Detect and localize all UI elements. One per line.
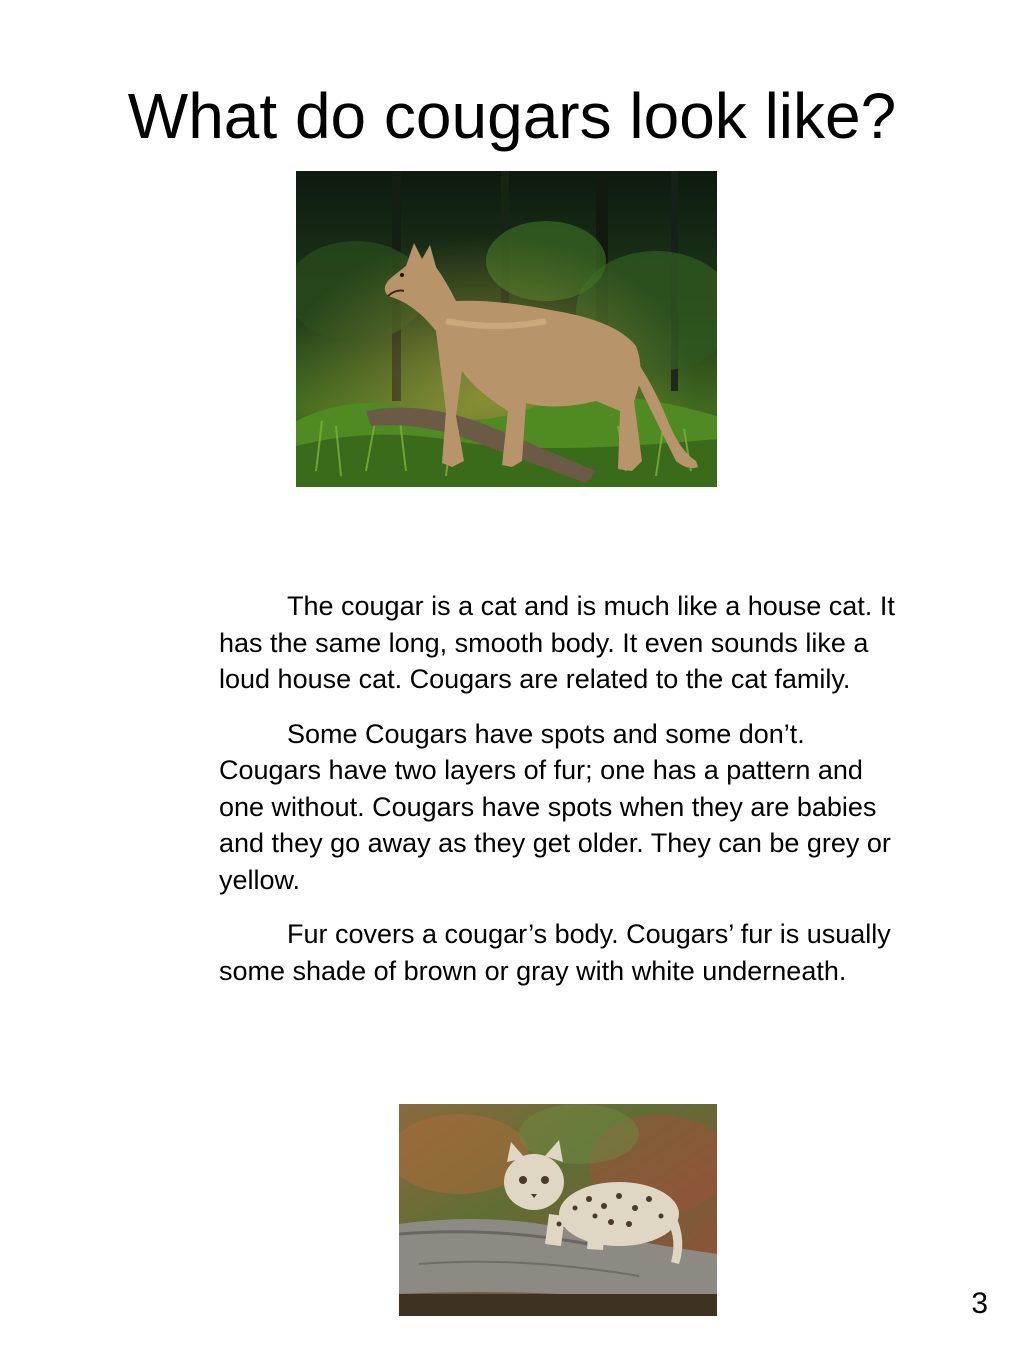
- adult-cougar-photo: [296, 171, 717, 487]
- slide-title: What do cougars look like?: [127, 80, 897, 152]
- paragraph-house-cat: The cougar is a cat and is much like a house cat. It has the same long, smooth body. It even sounds like a loud house cat. Cougars are related to the cat family.: [219, 591, 895, 694]
- page-number: 3: [971, 1287, 988, 1320]
- paragraph-spots: Some Cougars have spots and some don’t. Cougars have two layers of fur; one has a pattern and one without. Cougars have spots when they are babies and they go away as they get older. They can be grey or yellow.: [219, 718, 891, 895]
- cougar-cub-photo: [399, 1104, 717, 1316]
- body-text: [219, 588, 909, 1007]
- paragraph-fur: Fur covers a cougar’s body. Cougars’ fur is usually some shade of brown or gray with white underneath.: [219, 919, 891, 986]
